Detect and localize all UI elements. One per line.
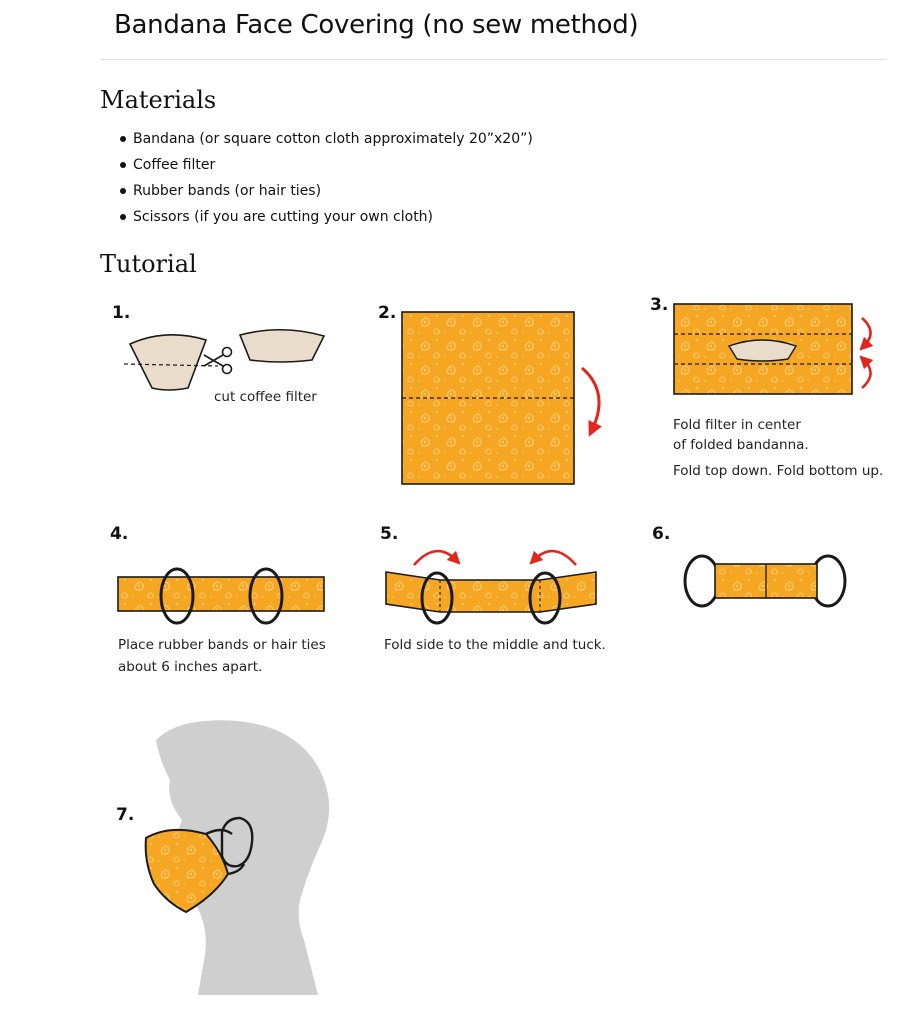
curved-arrow-icon bbox=[862, 318, 871, 346]
step-4-caption-line-1: Place rubber bands or hair ties bbox=[118, 637, 326, 653]
step-5-number: 5. bbox=[380, 524, 399, 544]
step-5 bbox=[380, 524, 606, 653]
materials-item-scissors: Scissors (if you are cutting your own cloth) bbox=[116, 204, 533, 230]
step-1-number: 1. bbox=[112, 303, 131, 323]
materials-heading: Materials bbox=[100, 86, 217, 114]
step-6 bbox=[652, 524, 845, 606]
step-7-number: 7. bbox=[116, 805, 135, 825]
bandana-strip bbox=[118, 577, 324, 611]
step-2 bbox=[378, 303, 599, 484]
step-6-number: 6. bbox=[652, 524, 671, 544]
curved-arrow-icon bbox=[582, 368, 599, 430]
step-3-caption-line-1: Fold filter in center bbox=[673, 417, 801, 433]
coffee-filter bbox=[729, 340, 796, 361]
rubber-band-left bbox=[685, 556, 719, 606]
step-4-caption-line-2: about 6 inches apart. bbox=[118, 659, 263, 675]
tutorial-heading: Tutorial bbox=[100, 250, 197, 278]
coffee-filter-whole bbox=[130, 335, 206, 390]
materials-item-rubber-bands: Rubber bands (or hair ties) bbox=[116, 178, 533, 204]
ear bbox=[222, 818, 252, 866]
step-1-caption: cut coffee filter bbox=[214, 389, 317, 405]
curved-arrow-icon bbox=[414, 551, 456, 565]
step-2-number: 2. bbox=[378, 303, 397, 323]
curved-arrow-icon bbox=[862, 360, 871, 388]
coffee-filter-cut bbox=[240, 330, 324, 362]
step-4 bbox=[110, 524, 326, 675]
materials-item-bandana: Bandana (or square cotton cloth approximately 20”x20”) bbox=[116, 126, 533, 152]
step-4-number: 4. bbox=[110, 524, 129, 544]
step-3 bbox=[650, 295, 883, 479]
step-3-caption-line-3: Fold top down. Fold bottom up. bbox=[673, 463, 884, 479]
step-1 bbox=[112, 303, 324, 405]
page-title: Bandana Face Covering (no sew method) bbox=[114, 10, 639, 40]
step-3-caption-line-2: of folded bandanna. bbox=[673, 437, 809, 453]
step-5-caption: Fold side to the middle and tuck. bbox=[384, 637, 606, 653]
bandana-strip-folding bbox=[386, 572, 596, 612]
materials-item-coffee-filter: Coffee filter bbox=[116, 152, 533, 178]
step-7 bbox=[116, 720, 329, 995]
curved-arrow-icon bbox=[534, 551, 576, 565]
step-3-number: 3. bbox=[650, 295, 669, 315]
scissors-icon bbox=[204, 348, 232, 374]
